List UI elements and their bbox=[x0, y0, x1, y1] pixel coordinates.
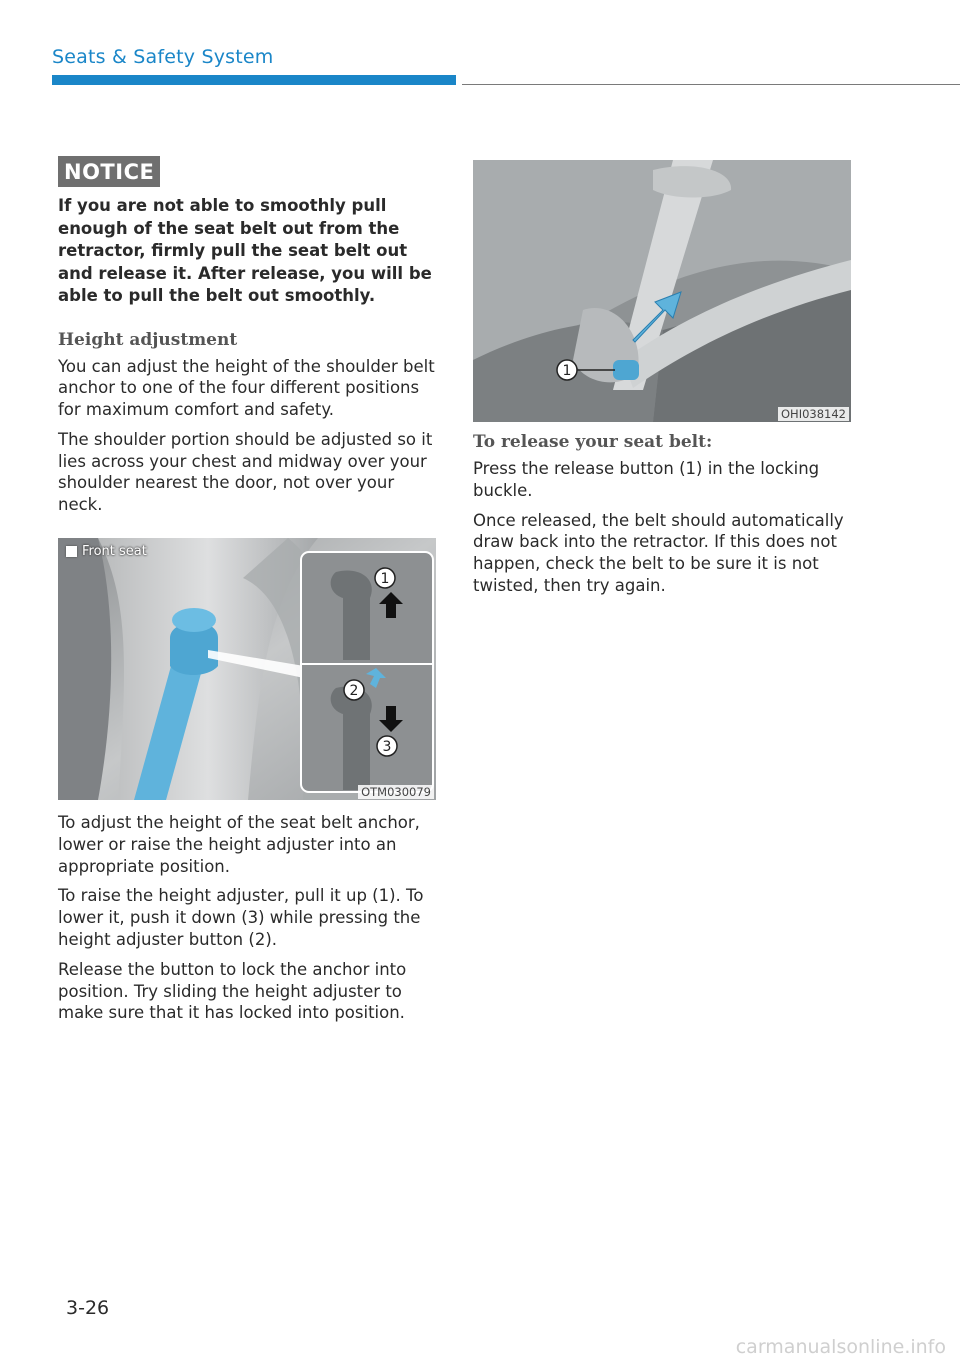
header-divider bbox=[462, 84, 960, 85]
callout-1: 1 bbox=[380, 571, 390, 588]
paragraph: To adjust the height of the seat belt anchor, lower or raise the height adjuster into an appropriate position. bbox=[58, 813, 420, 876]
anchor-illustration bbox=[58, 538, 436, 800]
figure-label bbox=[66, 544, 147, 559]
paragraph: To raise the height adjuster, pull it up (1). To lower it, push it down (3) while pressing the height adjuster button (2). bbox=[58, 886, 424, 950]
paragraph: Release the button to lock the anchor into position. Try sliding the height adjuster to make sure that it has locked into position. bbox=[58, 959, 407, 1023]
seat-belt-release-figure bbox=[473, 160, 851, 422]
page-number: 3-26 bbox=[66, 1297, 110, 1319]
square-bullet-icon bbox=[66, 546, 77, 557]
figure-label-text: Front seat bbox=[82, 544, 147, 560]
front-seat-anchor-figure bbox=[58, 538, 436, 800]
callout-3: 3 bbox=[382, 739, 392, 756]
figure-code: OHI038142 bbox=[778, 407, 849, 421]
watermark: carmanualsonline.info bbox=[735, 1336, 946, 1358]
figure-code: OTM030079 bbox=[358, 785, 434, 799]
paragraph: The shoulder portion should be adjusted so it lies across your chest and midway over your shoulder nearest the door, not over your neck. bbox=[58, 429, 433, 515]
right-column bbox=[473, 160, 851, 605]
paragraph: You can adjust the height of the shoulder belt anchor to one of the four different positions for maximum comfort and safety. bbox=[58, 356, 435, 420]
release-heading: To release your seat belt: bbox=[473, 432, 713, 452]
left-column bbox=[58, 156, 436, 1032]
header-accent-bar bbox=[52, 75, 456, 85]
height-adjustment-heading: Height adjustment bbox=[58, 329, 238, 350]
notice-badge: NOTICE bbox=[58, 156, 160, 187]
paragraph: Once released, the belt should automatically draw back into the retractor. If this does not happen, check the belt to be sure it is not twisted, then try again. bbox=[473, 510, 844, 595]
section-title: Seats & Safety System bbox=[52, 46, 274, 68]
release-callout-1: 1 bbox=[562, 363, 572, 379]
paragraph: Press the release button (1) in the locking buckle. bbox=[473, 459, 820, 500]
callout-2: 2 bbox=[349, 683, 359, 700]
release-illustration bbox=[473, 160, 851, 422]
notice-text: If you are not able to smoothly pull enough of the seat belt out from the retractor, firmly pull the seat belt out and release it. After release, you will be able to pull the belt out smoothly. bbox=[58, 196, 432, 305]
